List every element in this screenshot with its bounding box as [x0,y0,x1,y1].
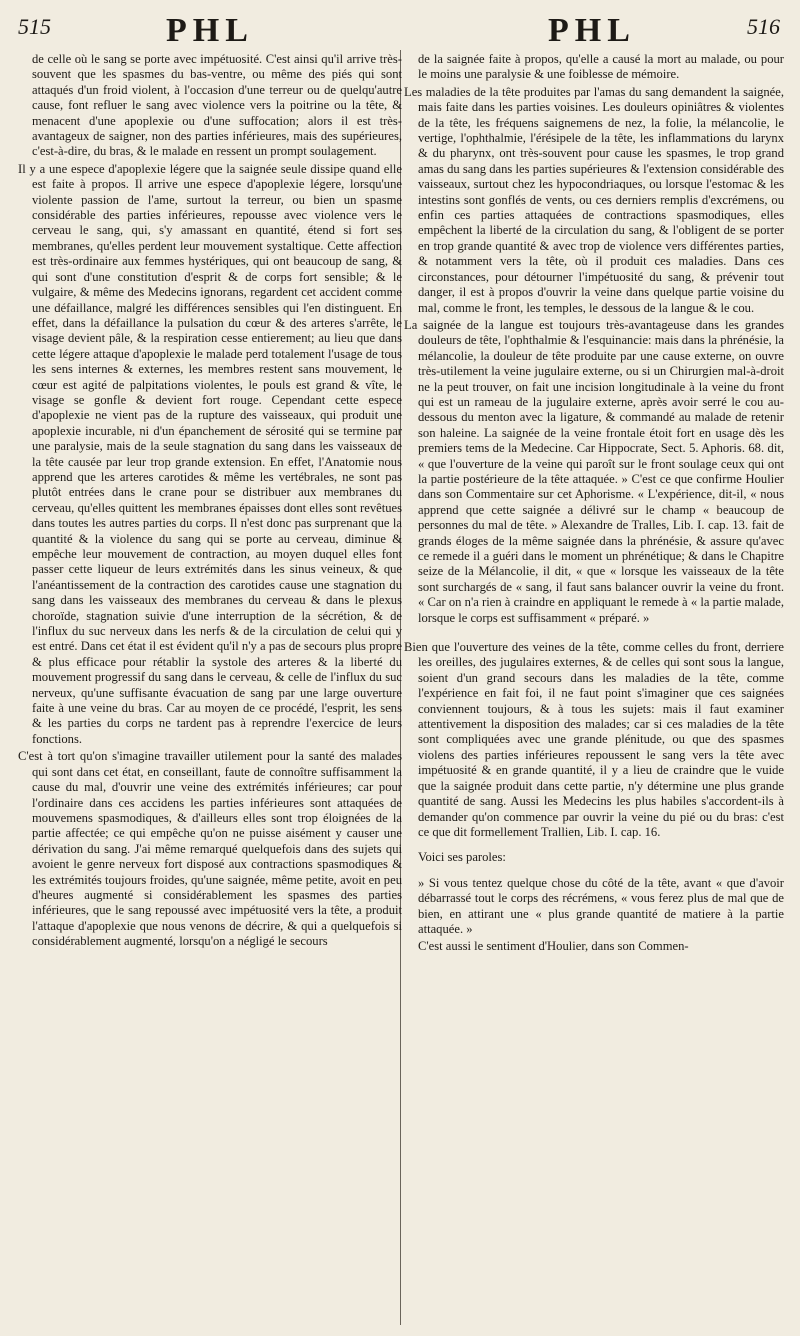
right-running-head: PHL [548,12,636,49]
quotation: » Si vous tentez quelque chose du côté de la tête, avant « que d'avoir débarrassé tout le corps des récrémens, « vous ferez plus de mal que de bien, en attirant une « plus grande quantité de matiere à la partie attaquée. » [418,875,784,936]
left-running-head: PHL [166,12,254,49]
left-page-number: 515 [18,14,51,39]
paragraph: de celle où le sang se porte avec impétuosité. C'est ainsi qu'il arrive très-souvent que les spasmes du bas-ventre, ou même des piés qui sont attaqués d'un froid violent, à l'occasion d'une terreur ou de quelqu'autre cause, font refluer le sang avec violence vers la poitrine ou la tête, & menacent d'une apoplexie ou d'une suffocation; alors il est très-avantageux de saigner, non des parties inférieures, mais des supérieures, c'est-à-dire, du bras, & le malade en ressent un prompt soulagement. [32,52,402,159]
paragraph: C'est à tort qu'on s'imagine travailler utilement pour la santé des malades qui sont dans cet état, en conseillant, faute de connoître suffisamment la cause du mal, d'ouvrir une veine des extrémités inférieures; car pour l'ordinaire dans ces accidens les parties inférieures sont attaquées de mouvemens spasmodiques, & d'ailleurs elles sont trop éloignées de la partie affectée; ce qui empêche qu'on ne puisse aisément y causer une dérivation du sang. J'ai même remarqué quelquefois dans des sujets qui avoient le genre nerveux fort disposé aux contractions spasmodiques & les extrémités toujours froides, qu'une saignée, même petite, avoit en peu d'heures augmenté si considérablement les spasmes des parties inférieures, que le sang repoussé avec impétuosité vers la tête, a produit l'attaque d'apoplexie que nous venons de décrire, & qui a quelquefois si considérablement augmenté, lorsqu'on a négligé le secours [18,749,402,949]
left-column [18,52,402,1324]
paragraph: Il y a une espece d'apoplexie légere que la saignée seule dissipe quand elle est faite à propos. Il arrive une espece d'apoplexie légere, lorsqu'une violente passion de l'ame, surtout la terreur, ou bien un spasme considérable des parties inférieures, repousse avec violence vers le cerveau le sang, qui, s'y amassant en quantité, étend si fort ses membranes, qu'elles perdent leur mouvement systaltique. Cette affection est très-ordinaire aux femmes hystériques, qui ont beaucoup de sang, & qui sont d'une constitution d'esprit & de corps fort sensible; & le vulgaire, & même des Medecins ignorans, regardent cet accident comme une défaillance, malgré les différences sensibles qui l'en distinguent. En effet, dans la défaillance la pulsation du cœur & des arteres s'arrête, le visage devient pâle, & la respiration cesse entierement; au lieu que dans cette légere attaque d'apoplexie le malade perd totalement l'usage de tous les sens internes & externes, les membres restent sans mouvement, le cœur est agité de palpitations violentes, le pouls est grand & vîte, le visage se gonfle & devient fort rouge. Cependant cette espece d'apoplexie ne vient pas de la rupture des vaisseaux, qui produit une apoplexie incurable, ni d'un épanchement de sérosité qui se termine par une paralysie, mais de la seule stagnation du sang dans les vaisseaux de la tête causée par leur trop grande extension. En effet, l'Anatomie nous apprend que les arteres carotides & même les vertébrales, ne sont pas plutôt entrées dans le crane pour se distribuer aux membranes du cerveau, qu'elles quittent les membranes épaisses dont elles sont revêtues dans toutes les autres parties du corps. Il n'est donc pas surprenant que la quantité & la violence du sang qui se porte au cerveau, diminue & empêche leur mouvement de contraction, au moyen duquel elles font passer cette liqueur de leurs extrémités dans les sinus veineux, & que l'anéantissement de la contraction des carotides cause une stagnation du sang dans les vaisseaux des membranes du cerveau & dans le plexus choroïde, stagnation suivie d'une interruption de la sécrétion, & de l'influx du suc nerveux dans les nerfs & de la circulation de celui qui y est entré. Dans cet état il est évident qu'il n'y a pas de secours plus propre & plus efficace pour rétablir la systole des arteres & la liberté du mouvement progressif du sang dans le cerveau, & celle de l'influx du suc nerveux, qu'une suffisante évacuation de sang par une large ouverture faite à une veine du bras. Car au moyen de ce procédé, l'esprit, les sens & les parties du corps ne tardent pas à reprendre l'exercice de leurs fonctions. [18,161,402,746]
paragraph: La saignée de la langue est toujours très-avantageuse dans les grandes douleurs de tête, l'ophthalmie & l'esquinancie: mais dans la phrénésie, la mélancolie, la douleur de tête produite par une cause externe, on ouvre très-utilement la veine jugulaire externe, ou si un Chirurgien mal-à-droit ne la peut trouver, on fait une incision longitudinale à la veine du front qui est un rameau de la jugulaire externe, après avoir serré le cou au-dessous du menton avec la ligature, & commandé au malade de retenir son haleine. La saignée de la veine frontale étoit fort en usage dès les premiers tems de la Medecine. Car Hippocrate, Sect. 5. Aphoris. 68. dit, « que l'ouverture de la veine qui paroît sur le front soulage ceux qui ont la partie postérieure de la tête attaquée. » C'est ce que confirme Houlier dans son Commentaire sur cet Aphorisme. « L'expérience, dit-il, « nous apprend que cette saignée a délivré sur le champ « beaucoup de personnes du mal de tête. » Alexandre de Tralles, Lib. I. cap. 13. fait de grands éloges de la même saignée dans la phrénésie, & assure qu'avec ce remede il a guéri dans le moment un phrénétique; & dans le Chapitre seize de la Mélancolie, il dit, « que « lorsque les vaisseaux de la tête sont surchargés de « sang, il faut sans balancer ouvrir la veine du front. « Car on n'a rien à craindre en appliquant le remede à « la partie malade, lorsque le corps est suffisamment « préparé. » [404,317,784,625]
paragraph: C'est aussi le sentiment d'Houlier, dans son Commen- [418,939,689,954]
paragraph: Bien que l'ouverture des veines de la tête, comme celles du front, derriere les oreilles, des jugulaires externes, & de celles qui sont sous la langue, soient d'un grand secours dans les maladies de la tête, comme l'expérience en fait foi, il ne faut point s'imaginer que ces saignées conviennent toujours, & à tous les sujets: mais il faut examiner attentivement la disposition des malades; car si ces maladies de la tête sont compliquées avec une grande plénitude, ou que des spasmes violens des parties inférieures repoussent le sang vers la tête avec impétuosité & en grande quantité, il y a lieu de craindre que le vuide que la saignée produit dans cette partie, n'y détermine une plus grande quantité de sang. Aussi les Medecins les plus habiles s'accordent-ils à demander qu'on commence par ouvrir la veine du pié ou du bras: c'est ce que dit formellement Trallien, Lib. I. cap. 16. [404,640,784,839]
paragraph: Les maladies de la tête produites par l'amas du sang demandent la saignée, mais faite dans les parties voisines. Les douleurs opiniâtres & violentes de la tête, les fréquens saignemens de nez, la folie, la mélancolie, le vertige, l'ophthalmie, l'érésipele de la tête, les inflammations du larynx & du pharynx, ont très-souvent pour cause les spasmes, le trop grand amas du sang dans les parties supérieures & l'extension considérable des vaisseaux, surtout chez les hypocondriaques, ou lorsque l'estomac & les intestins sont gonflés de vents, ou ces derniers remplis d'excrémens, ou enfin ces parties attaquées de contractions spasmodiques, elles empêchent la liberté de la circulation du sang, & l'obligent de se porter en trop grande quantité & avec trop de violence vers différentes parties, & notamment vers la tête, où il produit ces maladies. Dans ces circonstances, pour détourner l'impétuosité du sang, & prévenir tout danger, il est à propos d'ouvrir la veine dans quelque partie voisine du mal, comme le front, les temples, le dessous de la langue & le cou. [404,84,784,315]
paragraph: Voici ses paroles: [418,850,506,865]
right-column [404,52,784,1324]
right-page-number: 516 [747,14,780,39]
paragraph: de la saignée faite à propos, qu'elle a causé la mort au malade, ou pour le moins une paralysie & une foiblesse de mémoire. [418,52,784,82]
